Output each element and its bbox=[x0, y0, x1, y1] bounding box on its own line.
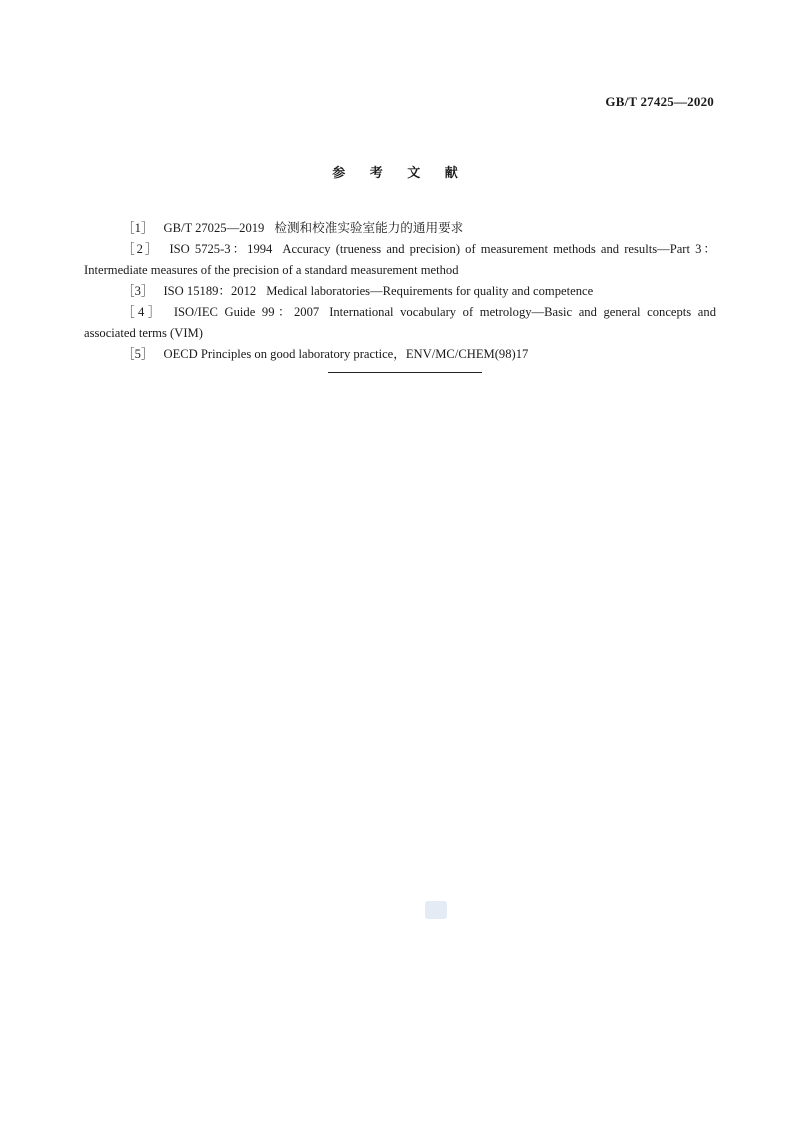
reference-number: ［3］ bbox=[122, 284, 154, 298]
reference-item bbox=[84, 281, 716, 302]
reference-text: Accuracy (trueness and precision) of measurement methods and results—Part 3：Intermediate measures of the precision of a standard measurement method bbox=[84, 242, 717, 277]
reference-code: ISO/IEC Guide 99：2007 bbox=[173, 305, 320, 319]
reference-number: ［2］ bbox=[122, 242, 160, 256]
reference-number: ［4］ bbox=[122, 305, 164, 319]
section-title: 参 考 文 献 bbox=[332, 166, 468, 181]
reference-code: ISO 5725-3：1994 bbox=[169, 242, 273, 256]
reference-text: OECD Principles on good laboratory practice，ENV/MC/CHEM(98)17 bbox=[163, 347, 529, 361]
reference-list bbox=[84, 218, 716, 365]
reference-number: ［5］ bbox=[122, 347, 154, 361]
reference-text: Medical laboratories—Requirements for quality and competence bbox=[266, 284, 594, 298]
reference-item bbox=[84, 302, 716, 344]
reference-text: International vocabulary of metrology—Basic and general concepts and associated terms (VIM) bbox=[84, 305, 716, 340]
reference-text: 检测和校准实验室能力的通用要求 bbox=[274, 221, 464, 235]
standard-code: GB/T 27425—2020 bbox=[605, 94, 714, 109]
watermark-logo bbox=[425, 901, 447, 919]
end-divider bbox=[328, 372, 482, 373]
reference-code: GB/T 27025—2019 bbox=[163, 221, 265, 235]
reference-code: ISO 15189：2012 bbox=[163, 284, 257, 298]
reference-number: ［1］ bbox=[122, 221, 154, 235]
reference-item bbox=[84, 344, 716, 365]
reference-item bbox=[84, 218, 716, 239]
reference-item bbox=[84, 239, 716, 281]
